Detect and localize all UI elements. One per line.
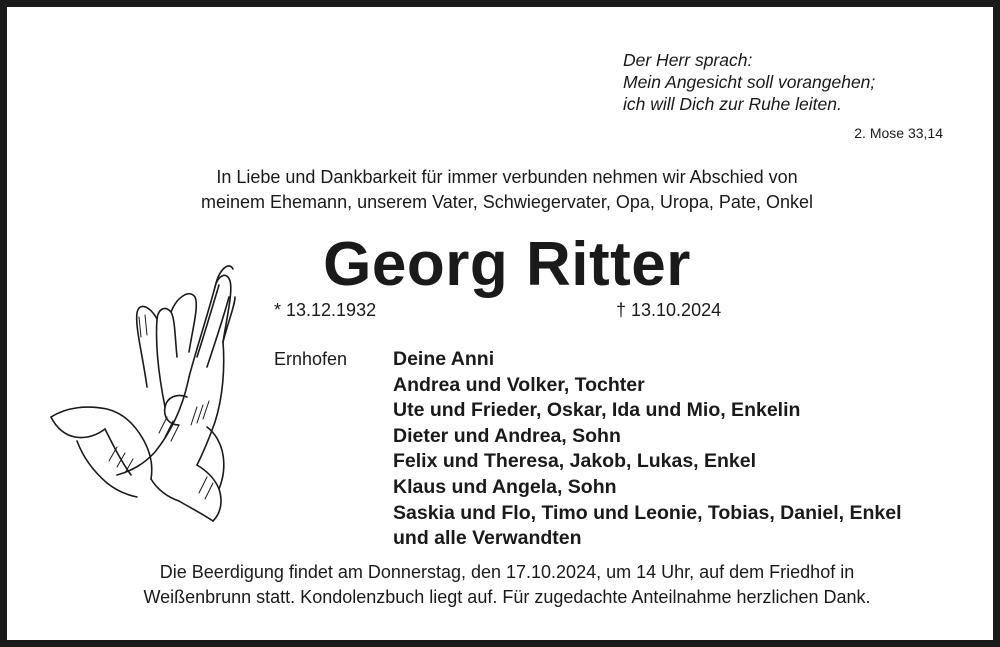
mourner-line: Dieter und Andrea, Sohn (393, 424, 621, 447)
intro-line: In Liebe und Dankbarkeit für immer verbunden nehmen wir Abschied von (216, 167, 798, 187)
funeral-info-line: Weißenbrunn statt. Kondolenzbuch liegt auf. Für zugedachte Anteilnahme herzlichen Dank. (143, 587, 871, 607)
mourner-line: Andrea und Volker, Tochter (393, 373, 645, 396)
birth-date: * 13.12.1932 (274, 300, 377, 320)
mourner-line: Felix und Theresa, Jakob, Lukas, Enkel (393, 450, 757, 473)
mourner-line: Saskia und Flo, Timo und Leonie, Tobias, Daniel, Enkel (393, 501, 902, 524)
funeral-info-line: Die Beerdigung findet am Donnerstag, den 17.10.2024, um 14 Uhr, auf dem Friedhof in (159, 562, 855, 582)
mourner-line: und alle Verwandten (393, 527, 582, 550)
intro-text (7, 165, 1000, 215)
death-date: † 13.10.2024 (616, 300, 722, 320)
mourner-line: Klaus und Angela, Sohn (393, 475, 617, 498)
funeral-info (7, 560, 1000, 610)
deceased-name: Georg Ritter (323, 230, 691, 299)
verse-line: Mein Angesicht soll vorangehen; (623, 72, 876, 92)
mourner-line: Ute und Frieder, Oskar, Ida und Mio, Enkelin (393, 399, 801, 422)
mourner-line: Deine Anni (393, 348, 495, 370)
intro-line: meinem Ehemann, unserem Vater, Schwiegervater, Opa, Uropa, Pate, Onkel (201, 192, 813, 212)
bible-verse (623, 49, 943, 115)
verse-line: Der Herr sprach: (623, 50, 753, 70)
place-name: Ernhofen (274, 349, 348, 369)
verse-reference: 2. Mose 33,14 (854, 125, 943, 141)
mourners-list (393, 347, 902, 552)
verse-line: ich will Dich zur Ruhe leiten. (623, 94, 842, 114)
praying-hands-icon (47, 257, 237, 527)
